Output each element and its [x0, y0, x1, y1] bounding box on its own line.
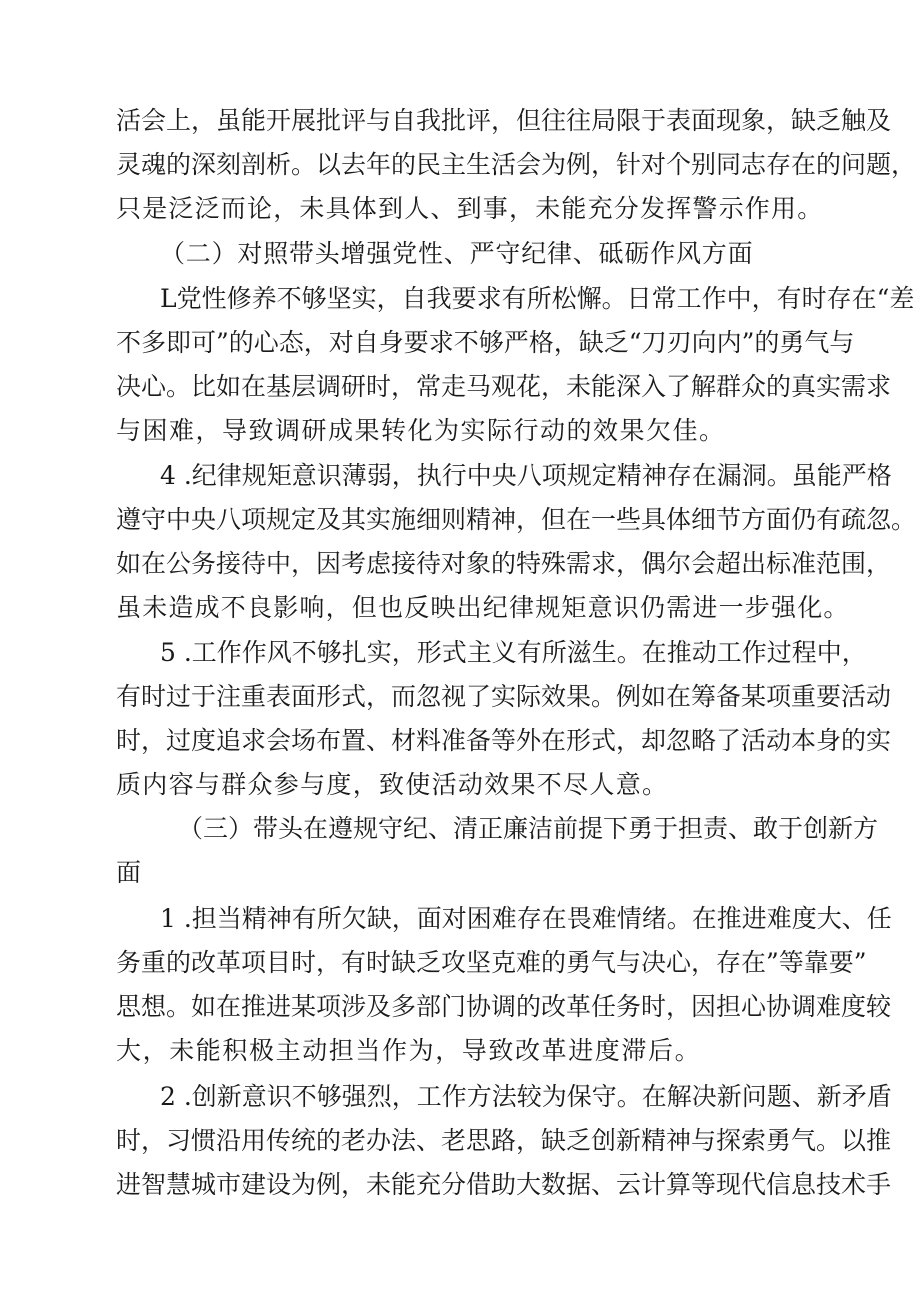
paragraph-line: 时，习惯沿用传统的老办法、老思路，缺乏创新精神与探索勇气。以推 — [116, 1126, 892, 1155]
paragraph-line: 不多即可”的心态，对自身要求不够严格，缺乏“刀刃向内”的勇气与 — [116, 328, 855, 357]
paragraph-line: 进智慧城市建设为例，未能充分借助大数据、云计算等现代信息技术手 — [116, 1170, 892, 1199]
paragraph-line: L党性修养不够坚实，自我要求有所松懈。日常工作中，有时存在“差 — [160, 284, 915, 313]
paragraph-line: 决心。比如在基层调研时，常走马观花，未能深入了解群众的真实需求 — [116, 372, 892, 401]
paragraph-line: 务重的改革项目时，有时缺乏攻坚克难的勇气与决心，存在”等靠要” — [116, 948, 867, 977]
paragraph-line: 思想。如在推进某项涉及多部门协调的改革任务时，因担心协调难度较 — [116, 992, 892, 1021]
paragraph-line: 遵守中央八项规定及其实施细则精神，但在一些具体细节方面仍有疏忽。 — [116, 505, 917, 534]
paragraph-line: 2 .创新意识不够强烈，工作方法较为保守。在解决新问题、新矛盾 — [160, 1082, 892, 1111]
paragraph-line: 如在公务接待中，因考虑接待对象的特殊需求，偶尔会超出标准范围， — [116, 549, 892, 578]
paragraph-line: 1 .担当精神有所欠缺，面对困难存在畏难情绪。在推进难度大、任 — [160, 904, 892, 933]
paragraph-line: 质内容与群众参与度，致使活动效果不尽人意。 — [116, 770, 669, 799]
section-heading: 面 — [116, 858, 142, 887]
section-heading: （二）对照带头增强党性、严守纪律、砥砺作风方面 — [160, 239, 754, 268]
section-heading: （三）带头在遵规守纪、清正廉洁前提下勇于担责、敢于创新方 — [178, 814, 879, 843]
paragraph-line: 有时过于注重表面形式，而忽视了实际效果。例如在筹备某项重要活动 — [116, 682, 892, 711]
paragraph-line: 灵魂的深刻剖析。以去年的民主生活会为例，针对个别同志存在的问题， — [116, 150, 917, 179]
paragraph-line: 大，未能积极主动担当作为，导致改革进度滞后。 — [116, 1036, 702, 1065]
paragraph-line: 5 .工作作风不够扎实，形式主义有所滋生。在推动工作过程中， — [160, 638, 867, 667]
paragraph-line: 与困难，导致调研成果转化为实际行动的效果欠佳。 — [116, 416, 726, 445]
paragraph-line: 4 .纪律规矩意识薄弱，执行中央八项规定精神存在漏洞。虽能严格 — [160, 461, 892, 490]
paragraph-line: 时，过度追求会场布置、材料准备等外在形式，却忽略了活动本身的实 — [116, 726, 892, 755]
paragraph-line: 只是泛泛而论，未具体到人、到事，未能充分发挥警示作用。 — [116, 194, 824, 223]
paragraph-line: 活会上，虽能开展批评与自我批评，但往往局限于表面现象，缺乏触及 — [116, 106, 892, 135]
paragraph-line: 虽未造成不良影响，但也反映出纪律规矩意识仍需进一步强化。 — [116, 593, 850, 622]
